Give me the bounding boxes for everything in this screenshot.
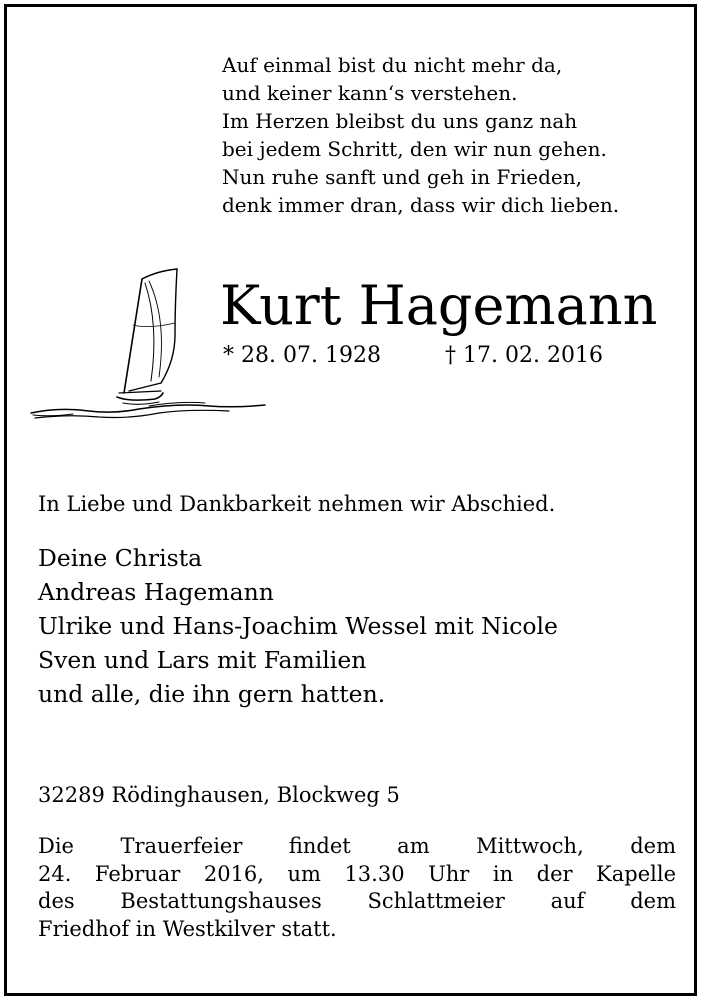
birth-date: * 28. 07. 1928 [223, 343, 381, 368]
poem-line: Nun ruhe sanft und geh in Frieden, [222, 165, 582, 189]
poem-line: denk immer dran, dass wir dich lieben. [222, 193, 620, 217]
poem-line: Im Herzen bleibst du uns ganz nah [222, 109, 578, 133]
poem [222, 51, 692, 219]
poem-line: und keiner kann‘s verstehen. [222, 81, 518, 105]
address: 32289 Rödinghausen, Blockweg 5 [38, 783, 400, 807]
farewell-text: In Liebe und Dankbarkeit nehmen wir Abschied. [38, 492, 556, 516]
family-list [38, 541, 558, 711]
family-line: Andreas Hagemann [38, 578, 274, 606]
obituary-frame [4, 4, 697, 996]
ceremony-line: Die Trauerfeier findet am Mittwoch, dem [38, 834, 676, 858]
family-line: Ulrike und Hans-Joachim Wessel mit Nicole [38, 612, 558, 640]
poem-line: Auf einmal bist du nicht mehr da, [222, 53, 563, 77]
ceremony-line: des Bestattungshauses Schlattmeier auf dem [38, 889, 676, 913]
family-line: Deine Christa [38, 544, 203, 572]
death-date: † 17. 02. 2016 [445, 343, 603, 368]
family-line: und alle, die ihn gern hatten. [38, 680, 386, 708]
deceased-name: Kurt Hagemann [220, 274, 658, 337]
family-line: Sven und Lars mit Familien [38, 646, 367, 674]
ceremony-line: Friedhof in Westkilver statt. [38, 916, 337, 941]
ceremony-details [38, 833, 676, 943]
poem-line: bei jedem Schritt, den wir nun gehen. [222, 137, 607, 161]
ceremony-line: 24. Februar 2016, um 13.30 Uhr in der Kapelle [38, 861, 676, 886]
